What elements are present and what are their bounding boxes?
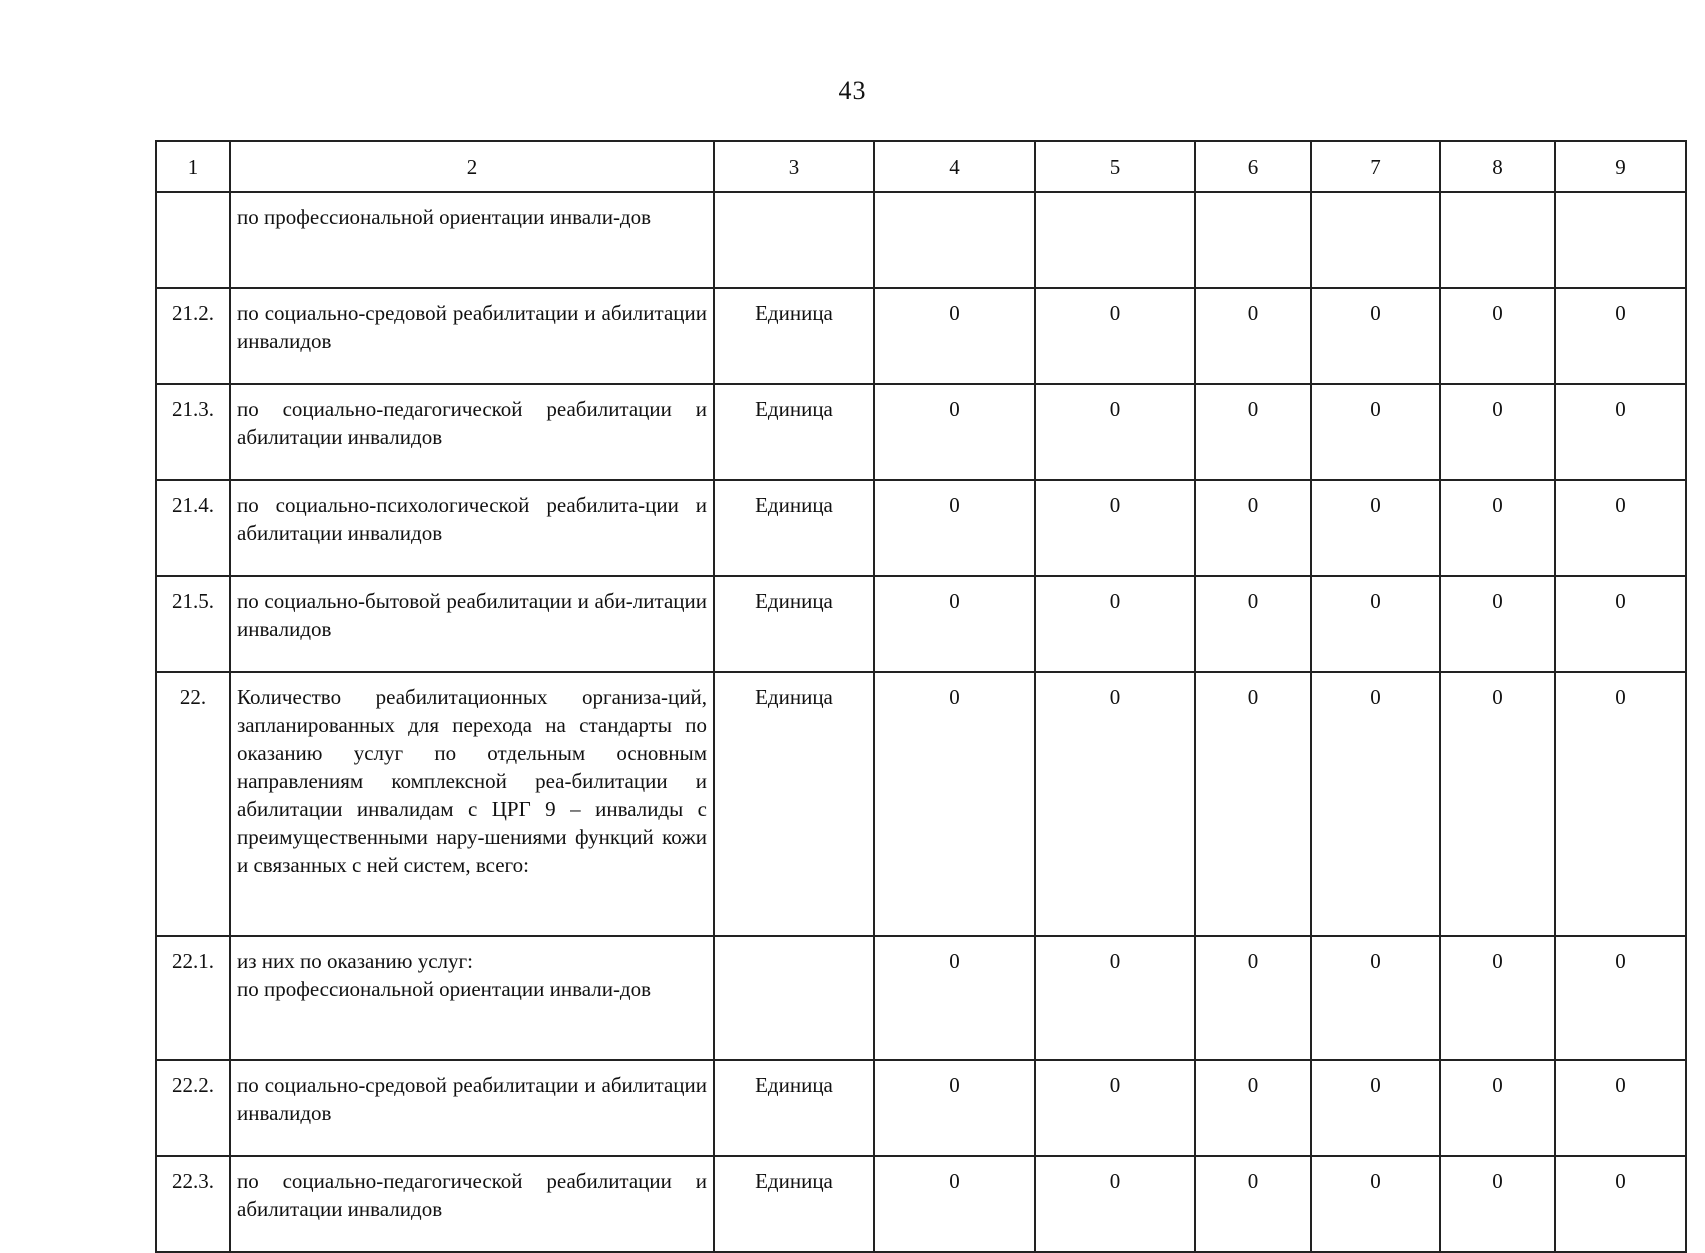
row-value: 0: [874, 672, 1035, 936]
row-value: 0: [1555, 936, 1686, 1060]
table-row: [156, 288, 1686, 384]
row-value: 0: [1035, 480, 1195, 576]
row-value: 0: [874, 1060, 1035, 1156]
row-number: 22.2.: [156, 1060, 230, 1156]
row-value: 0: [1035, 936, 1195, 1060]
column-header: 8: [1440, 141, 1555, 192]
table-row: [156, 672, 1686, 936]
row-value: 0: [1440, 672, 1555, 936]
row-value: 0: [1555, 480, 1686, 576]
row-value: [1440, 192, 1555, 288]
row-number: 21.5.: [156, 576, 230, 672]
row-value: 0: [1311, 936, 1440, 1060]
row-value: 0: [1035, 672, 1195, 936]
row-unit: Единица: [714, 576, 874, 672]
row-value: 0: [1555, 576, 1686, 672]
table-row: [156, 576, 1686, 672]
row-value: 0: [1555, 1060, 1686, 1156]
column-header: 4: [874, 141, 1035, 192]
table-row: [156, 936, 1686, 1060]
row-name: по социально-бытовой реабилитации и аби-литации инвалидов: [230, 576, 714, 672]
row-value: 0: [874, 1156, 1035, 1252]
row-value: 0: [1195, 288, 1311, 384]
row-value: [1035, 192, 1195, 288]
row-name: Количество реабилитационных организа-ций, запланированных для перехода на стандарты по оказанию услуг по отдельным основным направлениям комплексной реа-билитации и абилитации инвалидам с ЦРГ 9 – инвалиды с преимущественными нару-шениями функций кожи и связанных с ней систем, всего:: [230, 672, 714, 936]
row-value: 0: [1440, 1156, 1555, 1252]
row-value: 0: [1195, 1060, 1311, 1156]
column-header: 2: [230, 141, 714, 192]
row-name: по профессиональной ориентации инвали-дов: [230, 192, 714, 288]
row-value: 0: [1440, 1060, 1555, 1156]
row-name: из них по оказанию услуг: по профессиональной ориентации инвали-дов: [230, 936, 714, 1060]
row-value: 0: [1035, 1156, 1195, 1252]
row-value: 0: [1035, 288, 1195, 384]
row-value: 0: [1555, 384, 1686, 480]
row-value: 0: [1555, 672, 1686, 936]
row-unit: Единица: [714, 288, 874, 384]
row-value: 0: [874, 288, 1035, 384]
table-row: [156, 480, 1686, 576]
row-value: 0: [1035, 1060, 1195, 1156]
row-value: [1311, 192, 1440, 288]
row-number: 22.: [156, 672, 230, 936]
row-unit: [714, 192, 874, 288]
row-value: 0: [874, 480, 1035, 576]
row-number: 21.4.: [156, 480, 230, 576]
row-name: по социально-педагогической реабилитации и абилитации инвалидов: [230, 384, 714, 480]
column-header: 1: [156, 141, 230, 192]
row-unit: Единица: [714, 1060, 874, 1156]
row-value: 0: [1311, 1060, 1440, 1156]
row-value: 0: [1440, 576, 1555, 672]
row-value: 0: [1195, 672, 1311, 936]
row-unit: [714, 936, 874, 1060]
row-value: 0: [874, 936, 1035, 1060]
row-value: 0: [1311, 480, 1440, 576]
row-value: 0: [1195, 576, 1311, 672]
row-value: 0: [1555, 1156, 1686, 1252]
row-value: 0: [1311, 672, 1440, 936]
row-name: по социально-психологической реабилита-ции и абилитации инвалидов: [230, 480, 714, 576]
table-row: [156, 192, 1686, 288]
column-header: 6: [1195, 141, 1311, 192]
row-value: 0: [1195, 480, 1311, 576]
row-value: [1555, 192, 1686, 288]
row-value: [1195, 192, 1311, 288]
row-number: 21.2.: [156, 288, 230, 384]
row-value: 0: [1311, 288, 1440, 384]
data-table: [155, 140, 1687, 1253]
row-name: по социально-педагогической реабилитации и абилитации инвалидов: [230, 1156, 714, 1252]
header-row: [156, 141, 1686, 192]
row-unit: Единица: [714, 384, 874, 480]
row-value: 0: [1311, 576, 1440, 672]
row-unit: Единица: [714, 480, 874, 576]
row-value: 0: [1035, 384, 1195, 480]
table-row: [156, 1060, 1686, 1156]
row-value: 0: [1440, 288, 1555, 384]
column-header: 5: [1035, 141, 1195, 192]
row-number: 22.1.: [156, 936, 230, 1060]
row-value: 0: [1195, 1156, 1311, 1252]
column-header: 3: [714, 141, 874, 192]
row-value: 0: [1311, 1156, 1440, 1252]
column-header: 9: [1555, 141, 1686, 192]
row-value: 0: [1440, 480, 1555, 576]
column-header: 7: [1311, 141, 1440, 192]
row-value: 0: [1440, 936, 1555, 1060]
row-name: по социально-средовой реабилитации и абилитации инвалидов: [230, 1060, 714, 1156]
row-unit: Единица: [714, 1156, 874, 1252]
row-number: 22.3.: [156, 1156, 230, 1252]
row-value: 0: [1195, 384, 1311, 480]
table-row: [156, 384, 1686, 480]
row-name: по социально-средовой реабилитации и абилитации инвалидов: [230, 288, 714, 384]
row-value: 0: [1555, 288, 1686, 384]
row-unit: Единица: [714, 672, 874, 936]
row-value: 0: [1440, 384, 1555, 480]
row-value: [874, 192, 1035, 288]
row-number: [156, 192, 230, 288]
page-number: 43: [838, 76, 867, 105]
row-value: 0: [874, 576, 1035, 672]
row-value: 0: [1195, 936, 1311, 1060]
row-value: 0: [1311, 384, 1440, 480]
table-row: [156, 1156, 1686, 1252]
row-number: 21.3.: [156, 384, 230, 480]
row-value: 0: [1035, 576, 1195, 672]
row-value: 0: [874, 384, 1035, 480]
